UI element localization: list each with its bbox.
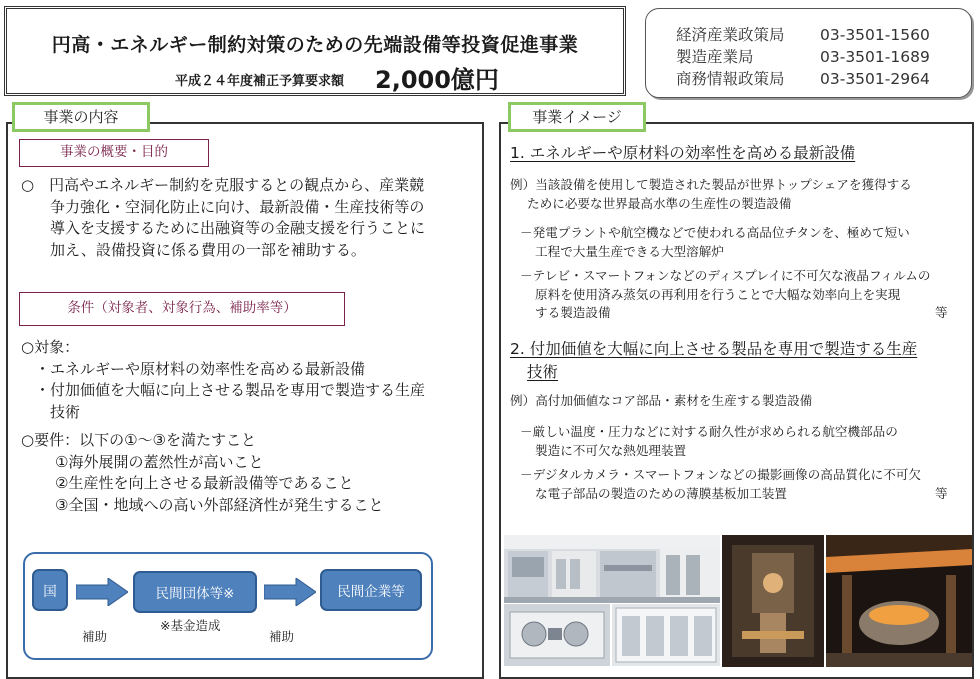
requirement-line: ③全国・地域への高い外部経済性が発生すること: [55, 495, 384, 514]
item-line: －厳しい温度・圧力などに対する耐久性が求められる航空機部品の: [520, 424, 898, 439]
flow-arrow-icon: [76, 578, 128, 606]
contact-row: [676, 45, 930, 67]
flow-caption-fund: ※基金造成: [160, 618, 221, 633]
flow-arrow-icon: [264, 578, 316, 606]
title-box: [4, 6, 626, 96]
section-heading-2: [510, 338, 970, 384]
contacts-box: [645, 8, 972, 98]
target-line: ・エネルギーや原材料の効率性を高める最新設備: [35, 359, 366, 378]
example-line: ために必要な世界最高水準の生産性の製造設備: [527, 195, 792, 211]
item-line: －テレビ・スマートフォンなどのディスプレイに不可欠な液晶フィルムの: [520, 268, 931, 283]
tab-project-content: 事業の内容: [12, 102, 150, 132]
target-heading: ○対象：: [21, 338, 80, 356]
factory-equipment-photo: [612, 604, 720, 666]
overview-tag: 事業の概要・目的: [19, 139, 209, 167]
page-title: 円高・エネルギー制約対策のための先端設備等投資促進事業: [51, 34, 579, 56]
factory-equipment-photo: [504, 535, 720, 603]
flow-node-government: 国: [32, 569, 68, 611]
heading-2-text: 技術: [527, 363, 559, 381]
target-section: [21, 337, 481, 423]
flow-node-private-company: 民間企業等: [320, 569, 422, 611]
example-line: 例）当該設備を使用して製造された製品が世界トップシェアを獲得する: [510, 177, 912, 192]
requirement-line: ②生産性を向上させる最新設備等であること: [55, 474, 354, 492]
melting-furnace-photo: [826, 535, 972, 667]
requirement-line: ①海外展開の蓋然性が高いこと: [55, 452, 264, 471]
contact-phone: 03-3501-2964: [820, 70, 930, 88]
flow-node-private-organization: 民間団体等※: [133, 571, 257, 613]
etc-label: 等: [935, 305, 948, 320]
overview-line: 争力強化・空洞化防止に向け、最新設備・生産技術等の: [50, 197, 425, 216]
budget-label: 平成２４年度補正予算要求額: [175, 74, 345, 89]
item-1: [520, 224, 970, 261]
item-line: 原料を使用済み蒸気の再利用を行うことで大幅な効率向上を実現: [535, 286, 901, 302]
section-heading-1: [510, 142, 970, 165]
etc-label: 等: [935, 486, 948, 501]
item-line: する製造設備: [535, 305, 611, 320]
item-line: な電子部品の製造のための薄膜基板加工装置: [535, 485, 787, 501]
item-line: 工程で大量生産できる大型溶解炉: [535, 243, 724, 259]
item-3: [520, 423, 970, 460]
item-line: －デジタルカメラ・スマートフォンなどの撮影画像の高品質化に不可欠: [520, 467, 921, 482]
contact-dept: 商務情報政策局: [676, 70, 785, 88]
overview-line: 導入を支援するために出融資等の金融支援を行うことに: [50, 219, 426, 237]
contact-row: [676, 23, 930, 45]
requirements-heading: ○要件：以下の①～③を満たすこと: [21, 431, 256, 449]
overview-line: 加え、設備投資に係る費用の一部を補助する。: [50, 240, 366, 259]
contact-dept: 製造産業局: [676, 48, 754, 66]
flow-caption-subsidy: 補助: [269, 629, 295, 644]
furnace-photo: [722, 535, 824, 667]
heading-1-text: 1. エネルギーや原材料の効率性を高める最新設備: [510, 144, 856, 162]
requirements-section: [21, 430, 481, 516]
item-line: 製造に不可欠な熱処理装置: [535, 442, 687, 458]
example-2: 例）高付加価値なコア部品・素材を生産する製造設備: [510, 393, 813, 408]
item-2: [520, 267, 970, 323]
contact-phone: 03-3501-1689: [820, 48, 930, 66]
conditions-tag: 条件（対象者、対象行為、補助率等）: [19, 292, 345, 326]
factory-equipment-photo: [504, 604, 610, 666]
flow-caption-subsidy: 補助: [82, 629, 108, 644]
example-1: [510, 176, 972, 213]
budget-amount: 2,000億円: [375, 66, 499, 94]
contact-phone: 03-3501-1560: [820, 26, 930, 44]
item-4: [520, 466, 970, 503]
heading-2-text: 2. 付加価値を大幅に向上させる製品を専用で製造する生産: [510, 340, 918, 358]
target-line: 技術: [35, 402, 81, 421]
overview-line: ○ 円高やエネルギー制約を克服するとの観点から、産業競: [21, 176, 425, 194]
contact-dept: 経済産業政策局: [676, 26, 785, 44]
target-line: ・付加価値を大幅に向上させる製品を専用で製造する生産: [35, 381, 426, 399]
overview-text: [21, 175, 481, 261]
contact-row: [676, 67, 930, 89]
item-line: －発電プラントや航空機などで使われる高品位チタンを、極めて短い: [520, 225, 910, 240]
tab-project-image: 事業イメージ: [508, 102, 646, 132]
